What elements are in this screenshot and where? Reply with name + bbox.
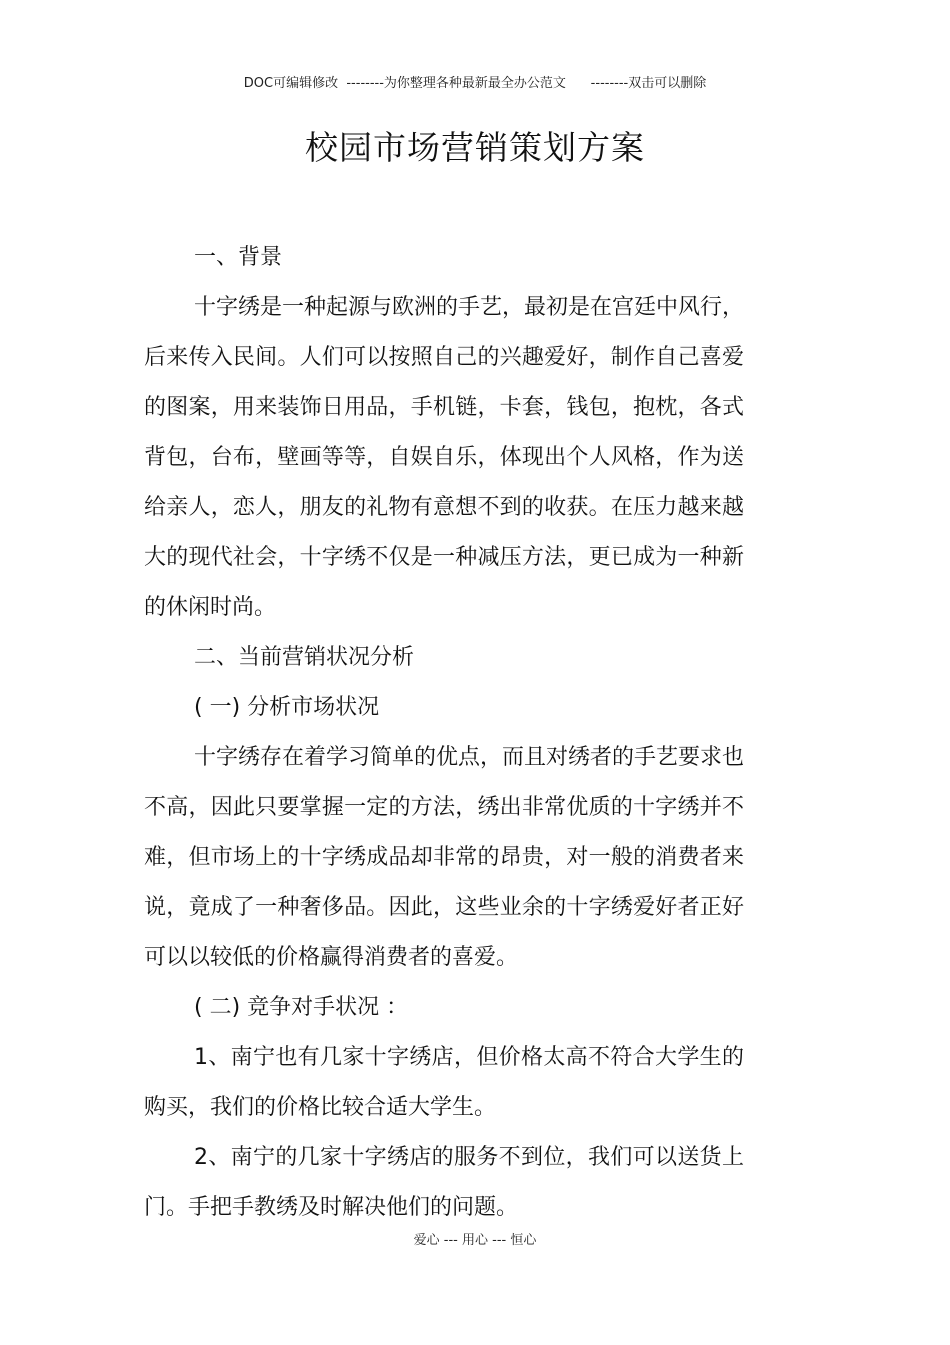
subheading-competitors: ( 二) 竞争对手状况 ： xyxy=(194,995,409,1020)
subheading-market: ( 一) 分析市场状况 xyxy=(194,695,380,720)
paragraph-market: 十字绣存在着学习简单的优点，而且对绣者的手艺要求也不高，因此只要掌握一定的方法，绣出非常优质的十字绣并不难，但市场上的十字绣成品却非常的昂贵，对一般的消费者来说，竟成了一种奢侈品。因此，这些业余的十字绣爱好者正好可以以较低的价格赢得消费者的喜爱。 xyxy=(144,745,745,970)
page-header: DOC可编辑修改 --------为你整理各种最新最全办公范文 --------双击可以删除 xyxy=(243,76,707,91)
document-body xyxy=(144,233,744,1233)
list-item-competitor-2: 2、南宁的几家十字绣店的服务不到位，我们可以送货上门。手把手教绣及时解决他们的问题。 xyxy=(144,1145,744,1220)
page-footer: 爱心 --- 用心 --- 恒心 xyxy=(413,1233,537,1248)
list-item-competitor-1: 1、南宁也有几家十字绣店，但价格太高不符合大学生的购买，我们的价格比较合适大学生。 xyxy=(144,1045,744,1120)
paragraph-background: 十字绣是一种起源与欧洲的手艺，最初是在宫廷中风行，后来传入民间。人们可以按照自己的兴趣爱好，制作自己喜爱的图案，用来装饰日用品，手机链，卡套，钱包，抱枕，各式背包，台布，壁画等等，自娱自乐，体现出个人风格，作为送给亲人，恋人，朋友的礼物有意想不到的收获。在压力越来越大的现代社会，十字绣不仅是一种减压方法，更已成为一种新的休闲时尚。 xyxy=(144,295,745,620)
section-heading-background: 一、背景 xyxy=(194,245,283,270)
section-heading-analysis: 二、当前营销状况分析 xyxy=(194,645,415,670)
document-title: 校园市场营销策划方案 xyxy=(305,128,645,167)
